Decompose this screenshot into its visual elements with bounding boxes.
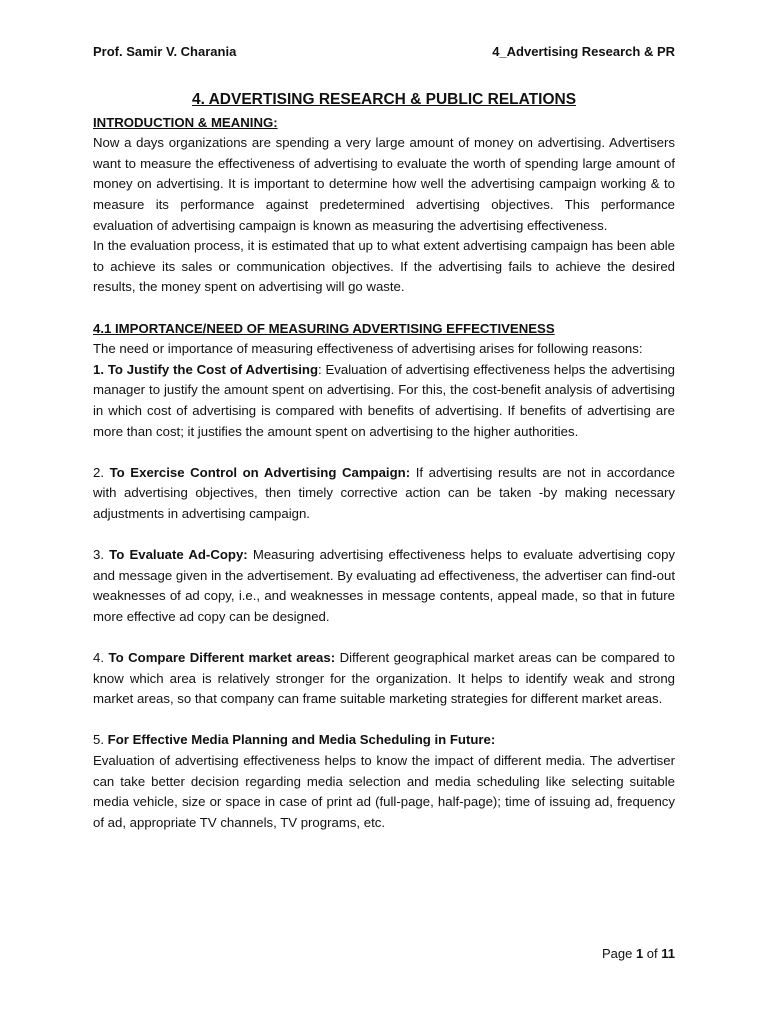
section-4-1-heading: 4.1 IMPORTANCE/NEED OF MEASURING ADVERTISING EFFECTIVENESS	[93, 320, 555, 336]
header-chapter: 4_Advertising Research & PR	[492, 44, 675, 59]
point-5-number: 5.	[93, 732, 104, 748]
point-4	[93, 648, 675, 710]
point-2-title: To Exercise Control on Advertising Campaign:	[109, 464, 411, 480]
point-5-title: For Effective Media Planning and Media Scheduling in Future:	[107, 732, 496, 748]
intro-paragraph-2: In the evaluation process, it is estimated that up to what extent advertising campaign has been able to achieve its sales or communication objectives. If the advertising fails to achieve the desired results, the money spent on advertising will go waste.	[93, 238, 675, 295]
point-5-heading	[93, 730, 675, 751]
point-1-separator: :	[318, 361, 322, 377]
point-3-text: Measuring advertising effectiveness helps to evaluate advertising copy and message given in the advertisement. By evaluating ad effectiveness, the advertiser can find-out weaknesses of ad copy, i.e., and weaknesses in message contents, appeal made, so that in future more effective ad copy can be designed.	[93, 547, 675, 624]
point-1-number: 1.	[93, 361, 104, 377]
section-4-1-lead: The need or importance of measuring effectiveness of advertising arises for following reasons:	[93, 341, 643, 357]
point-2	[93, 463, 675, 525]
point-4-title: To Compare Different market areas:	[108, 650, 336, 666]
header-author: Prof. Samir V. Charania	[93, 44, 237, 59]
footer-middle: of	[643, 946, 662, 961]
intro-paragraph-1: Now a days organizations are spending a very large amount of money on advertising. Advertisers want to measure the effectiveness of advertising to evaluate the worth of spending large amount of money on advertising. It is important to determine how well the advertising campaign working & to measure its performance against predetermined advertising objectives. This performance evaluation of advertising campaign is known as measuring the advertising effectiveness.	[93, 135, 675, 233]
point-2-number: 2.	[93, 464, 104, 480]
point-2-text: If advertising results are not in accordance with advertising objectives, then timely corrective action can be taken -by making necessary adjustments in advertising campaign.	[93, 464, 675, 521]
point-4-number: 4.	[93, 650, 104, 666]
point-3-title: To Evaluate Ad-Copy:	[109, 547, 248, 563]
footer-total-pages: 11	[661, 946, 675, 961]
point-1-text: Evaluation of advertising effectiveness helps the advertising manager to justify the amount spent on advertising. For this, the cost-benefit analysis of advertising in which cost of advertising is compared with benefits of advertising. If benefits of advertising are more than cost; it justifies the amount spent on advertising to the higher authorities.	[93, 361, 676, 439]
page-header	[93, 44, 675, 59]
point-5-text: Evaluation of advertising effectiveness helps to know the impact of different media. The advertiser can take better decision regarding media selection and media scheduling like selecting suitable media vehicle, size or space in case of print ad (full-page, half-page); time of issuing ad, frequency of ad, appropriate TV channels, TV programs, etc.	[93, 753, 675, 830]
footer-prefix: Page	[601, 946, 636, 961]
page-content	[93, 90, 675, 833]
footer-current-page: 1	[635, 946, 644, 961]
point-3-number: 3.	[93, 547, 104, 563]
intro-heading: INTRODUCTION & MEANING:	[93, 114, 278, 130]
point-4-text: Different geographical market areas can be compared to know which area is relatively stronger for the organization. It helps to identify weak and strong market areas, so that company can frame suitable marketing strategies for different market areas.	[93, 650, 676, 707]
point-1-title: To Justify the Cost of Advertising	[107, 361, 319, 377]
point-3	[93, 545, 675, 627]
document-title: 4. ADVERTISING RESEARCH & PUBLIC RELATIONS	[191, 91, 577, 108]
page-footer	[602, 946, 675, 961]
point-1	[93, 360, 675, 442]
